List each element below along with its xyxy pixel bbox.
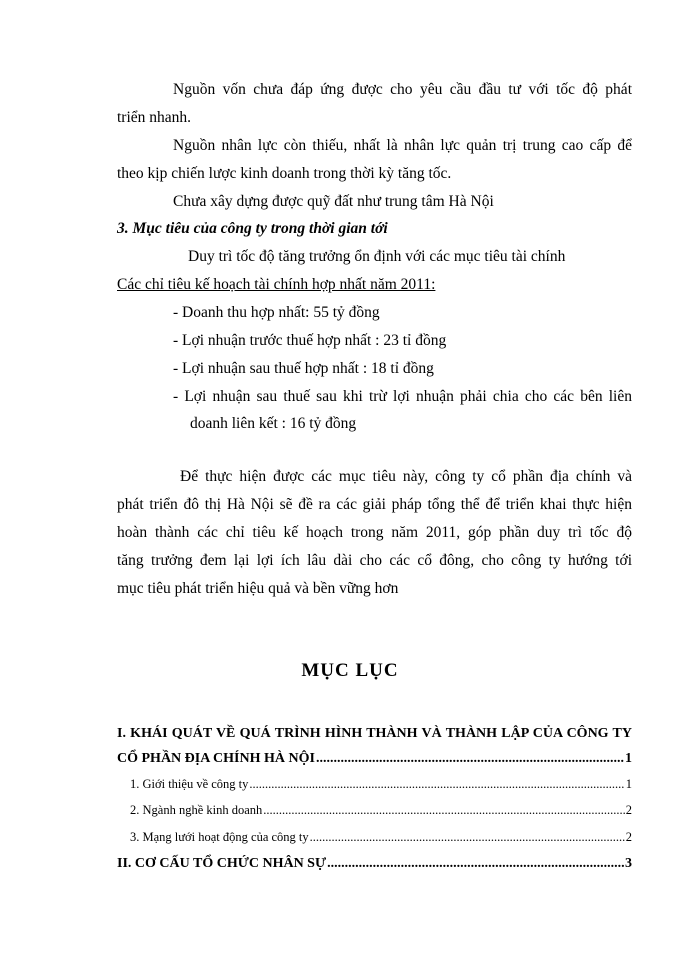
paragraph-funding-line1: Nguồn vốn chưa đáp ứng được cho yêu cầu đầu tư với tốc độ phát <box>173 81 632 98</box>
paragraph-staff-line2: theo kịp chiến lược kinh doanh trong thời kỳ tăng tốc. <box>117 165 452 182</box>
toc-subitem-page: 1 <box>625 777 632 791</box>
toc-leader-dots <box>316 751 624 767</box>
conclusion-line5: mục tiêu phát triển hiệu quả và bền vững hơn <box>117 580 399 597</box>
conclusion-line3: hoàn thành các chỉ tiêu kế hoạch trong năm 2011, góp phần duy trì tốc độ <box>117 524 632 541</box>
toc-leader-dots <box>263 803 624 818</box>
target-item-net-profit-line2: doanh liên kết : 16 tỷ đồng <box>190 415 357 432</box>
conclusion-line4: tăng trưởng đem lại lợi ích lâu dài cho các cổ đông, cho công ty hướng tới <box>117 552 632 569</box>
toc-section-2-page: 3 <box>625 856 632 871</box>
toc-subitem-page: 2 <box>625 830 632 844</box>
toc-subitem-intro[interactable] <box>130 777 632 792</box>
toc-leader-dots <box>249 777 624 792</box>
paragraph-staff-line1: Nguồn nhân lực còn thiếu, nhất là nhân lực quản trị trung cao cấp để <box>173 137 632 154</box>
target-item-revenue: - Doanh thu hợp nhất: 55 tỷ đồng <box>173 304 380 321</box>
toc-subitem-network[interactable] <box>130 830 632 845</box>
toc-subitem-label: 1. Giới thiệu về công ty <box>130 777 249 791</box>
toc-section-1-line2[interactable] <box>117 751 632 767</box>
toc-leader-dots <box>327 856 624 872</box>
goal-statement: Duy trì tốc độ tăng trưởng ổn định với các mục tiêu tài chính <box>188 248 566 265</box>
target-item-aftertax-profit: - Lợi nhuận sau thuế hợp nhất : 18 tỉ đồng <box>173 360 434 377</box>
toc-leader-dots <box>310 830 625 845</box>
paragraph-land-fund: Chưa xây dựng được quỹ đất như trung tâm Hà Nội <box>173 193 494 210</box>
target-item-net-profit-line1: - Lợi nhuận sau thuế sau khi trừ lợi nhuận phải chia cho các bên liên <box>173 388 632 405</box>
toc-section-1-label: CỔ PHẦN ĐỊA CHÍNH HÀ NỘI <box>117 751 315 766</box>
conclusion-line2: phát triển đô thị Hà Nội sẽ đề ra các giải pháp tổng thể để triển khai thực hiện <box>117 496 632 513</box>
toc-subitem-business-lines[interactable] <box>130 803 632 818</box>
paragraph-funding-line2: triển nhanh. <box>117 109 192 126</box>
toc-section-1-page: 1 <box>625 751 632 766</box>
conclusion-line1: Để thực hiện được các mục tiêu này, công ty cổ phần địa chính và <box>180 468 632 485</box>
toc-subitem-label: 2. Ngành nghề kinh doanh <box>130 803 263 817</box>
toc-title: MỤC LỤC <box>301 660 399 681</box>
toc-subitem-label: 3. Mạng lưới hoạt động của công ty <box>130 830 309 844</box>
toc-subitem-page: 2 <box>625 803 632 817</box>
toc-section-2-label: II. CƠ CẤU TỔ CHỨC NHÂN SỰ <box>117 856 327 871</box>
toc-section-2[interactable] <box>117 856 632 872</box>
target-item-pretax-profit: - Lợi nhuận trước thuế hợp nhất : 23 tỉ đồng <box>173 332 447 349</box>
toc-section-1-line1[interactable]: I. KHÁI QUÁT VỀ QUÁ TRÌNH HÌNH THÀNH VÀ THÀNH LẬP CỦA CÔNG TY <box>117 726 632 741</box>
section-3-heading: 3. Mục tiêu của công ty trong thời gian tới <box>117 220 388 237</box>
targets-heading: Các chỉ tiêu kế hoạch tài chính hợp nhất năm 2011: <box>117 276 436 293</box>
